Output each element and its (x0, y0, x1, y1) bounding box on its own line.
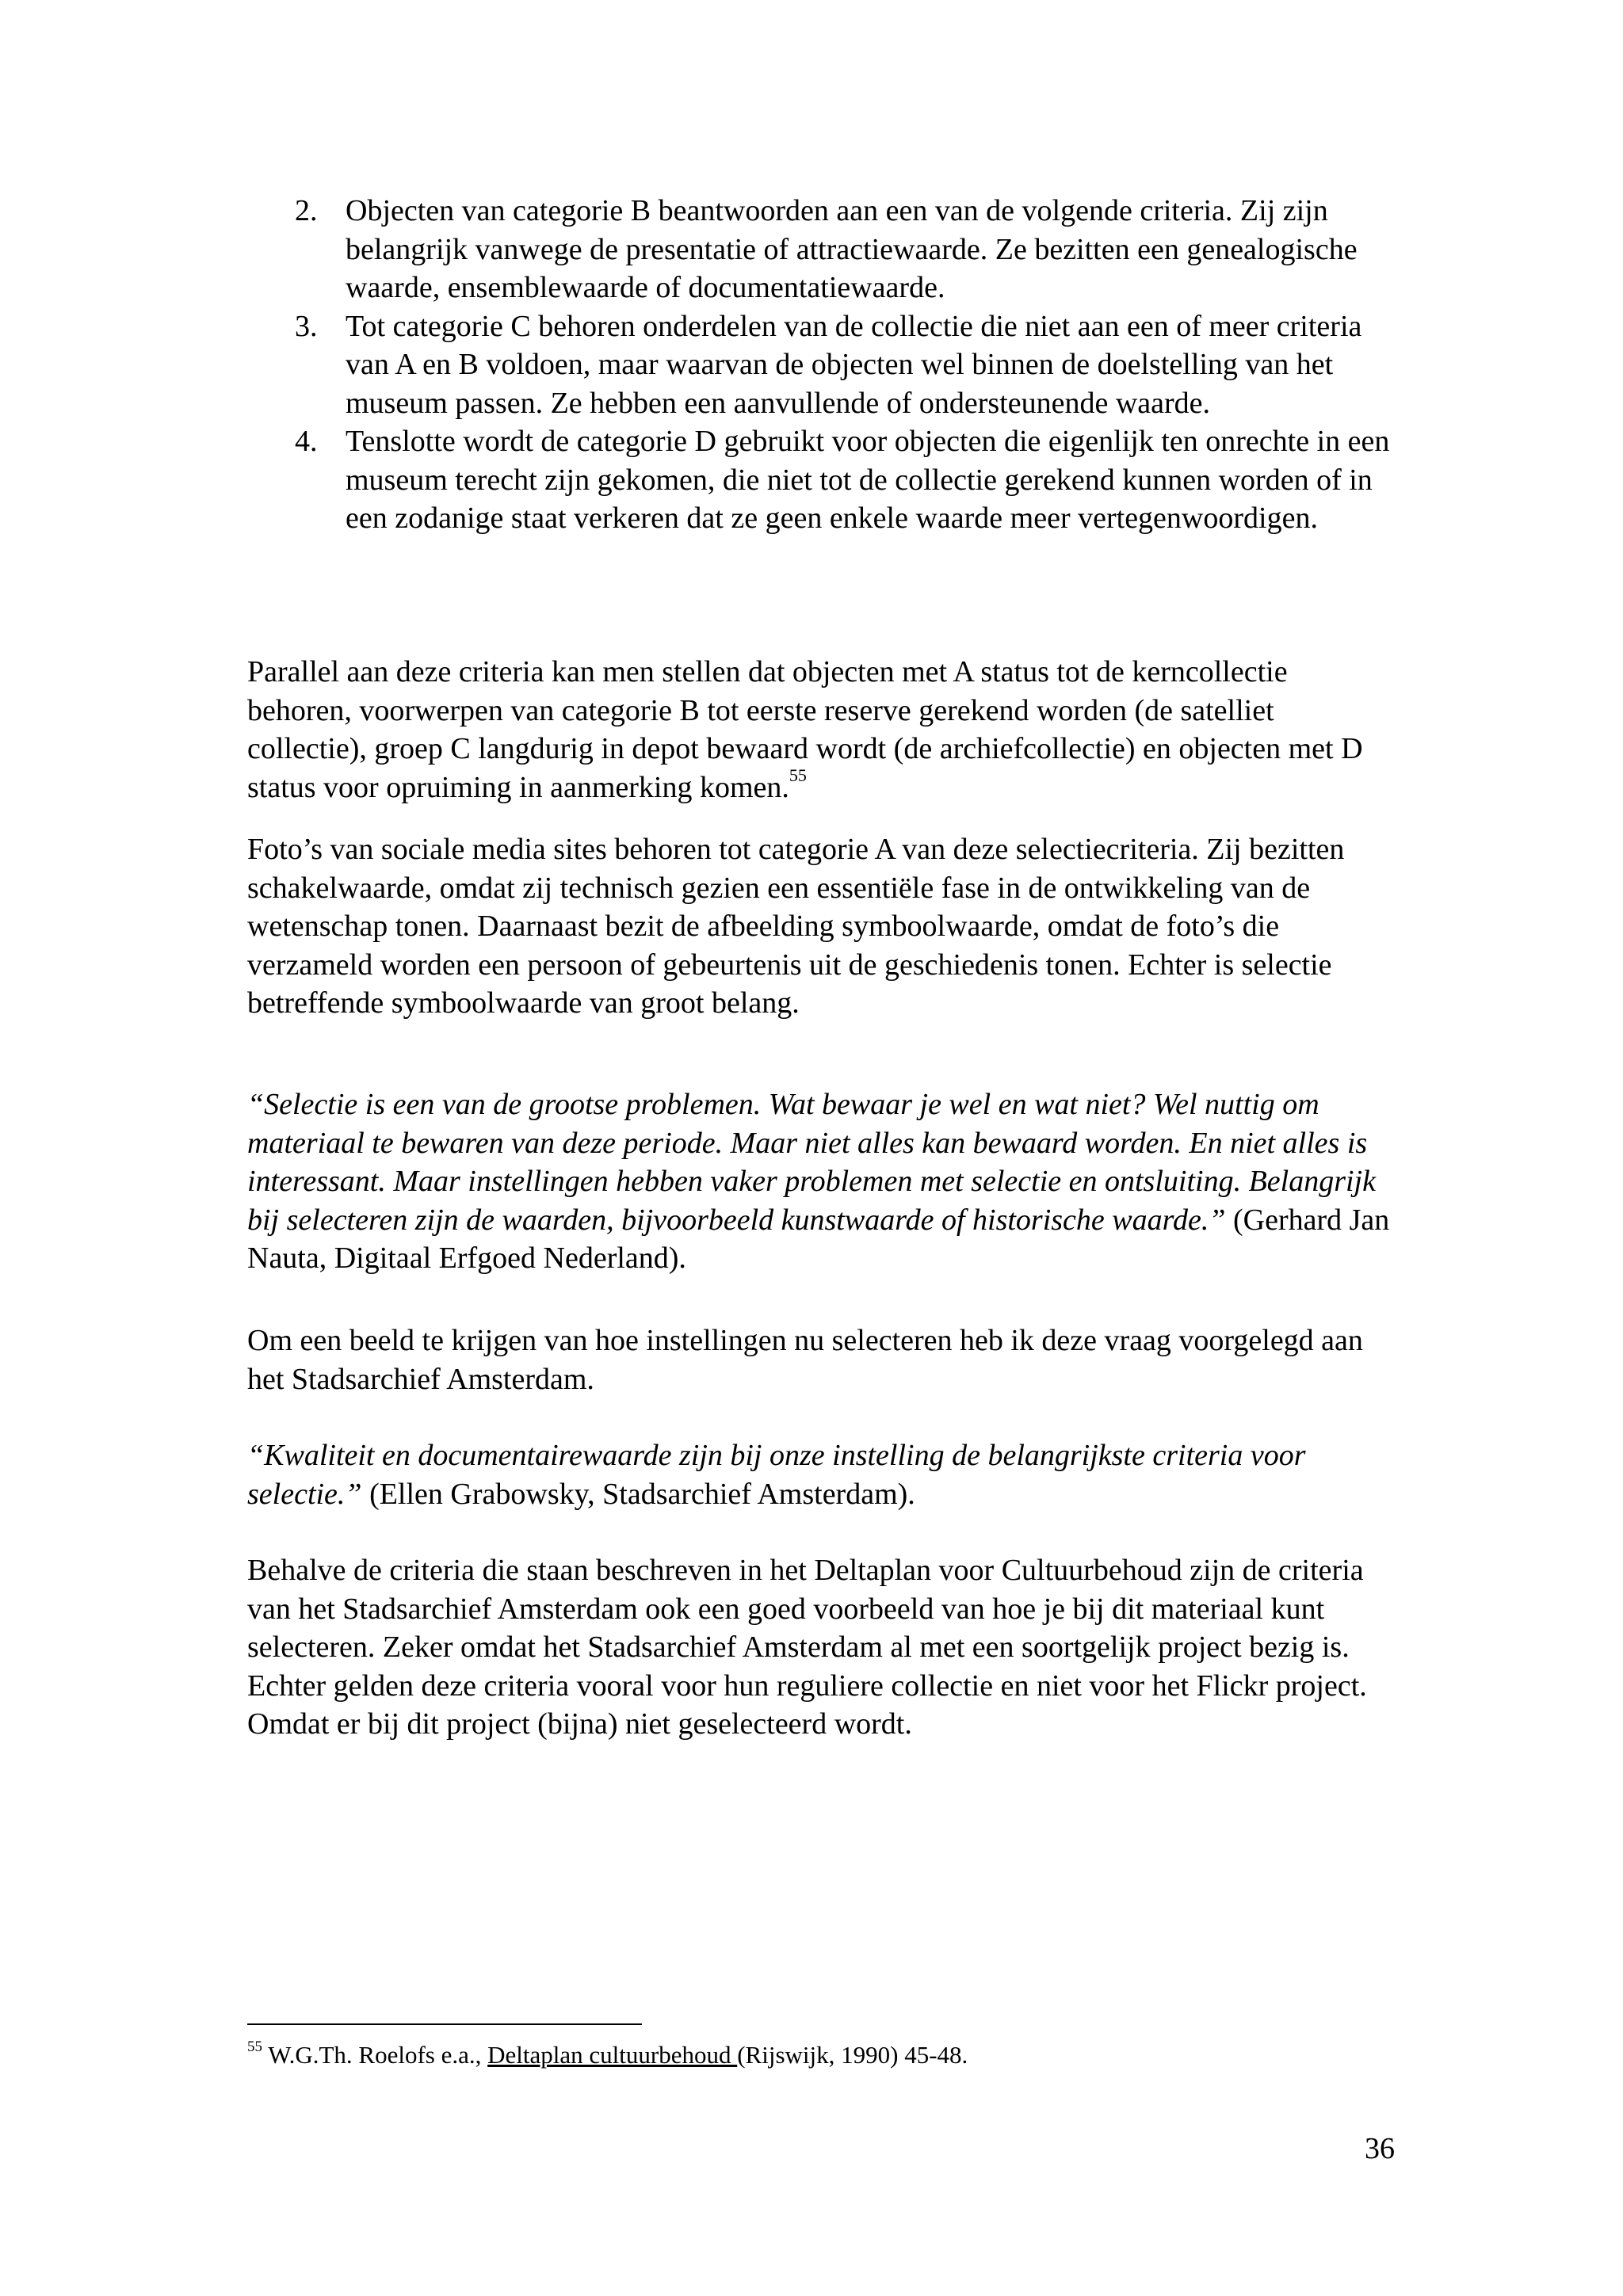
paragraph-text: Foto’s van sociale media sites behoren tot categorie A van deze selectiecriteria. Zij bezitten schakelwaarde, omdat zij technisch gezien een essentiële fase in de ontwikkeling van de wetenschap tonen. Daarnaast bezit de afbeelding symboolwaarde, omdat de foto’s die verzameld worden een persoon of gebeurtenis uit de geschiedenis tonen. Echter is selectie betreffende symboolwaarde van groot belang. (247, 833, 1345, 1020)
paragraph-deltaplan-criteria (247, 1551, 1396, 1744)
quote-nauta (247, 1085, 1396, 1278)
paragraph-parallel-criteria (247, 653, 1396, 807)
footnote-separator (247, 2023, 642, 2025)
criteria-list (247, 192, 1396, 538)
quote-attribution: (Ellen Grabowsky, Stadsarchief Amsterdam). (361, 1477, 915, 1511)
paragraph-text: Behalve de criteria die staan beschreven in het Deltaplan voor Cultuurbehoud zijn de criteria van het Stadsarchief Amsterdam ook een goed voorbeeld van hoe je bij dit materiaal kunt selecteren. Zeker omdat het Stadsarchief Amsterdam al met een soortgelijk project bezig is. Echter gelden deze criteria vooral voor hun reguliere collectie en niet voor het Flickr project. Omdat er bij dit project (bijna) niet geselecteerd wordt. (247, 1554, 1367, 1741)
list-item-text: Tot categorie C behoren onderdelen van de collectie die niet aan een of meer criteria van A en B voldoen, maar waarvan de objecten wel binnen de doelstelling van het museum passen. Ze hebben een aanvullende of ondersteunende waarde. (346, 309, 1362, 420)
list-item (247, 192, 1396, 307)
page-number: 36 (1365, 2132, 1395, 2165)
list-item-number: 2. (295, 194, 318, 227)
list-item (247, 422, 1396, 538)
quote-text: “Kwaliteit en documentairewaarde zijn bij onze instelling de belangrijkste criteria voor selectie.” (247, 1439, 1306, 1511)
list-item-number: 4. (295, 425, 318, 458)
paragraph-stadsarchief-question (247, 1322, 1396, 1398)
quote-text: “Selectie is een van de grootse problemen. Wat bewaar je wel en wat niet? Wel nuttig om materiaal te bewaren van deze periode. Maar niet alles kan bewaard worden. En niet alles is interessant. Maar instellingen hebben vaker problemen met selectie en ontsluiting. Belangrijk bij selecteren zijn de waarden, bijvoorbeeld kunstwaarde of historische waarde.” (247, 1088, 1376, 1237)
footnote-number: 55 (247, 2038, 262, 2055)
paragraph-text: Om een beeld te krijgen van hoe instellingen nu selecteren heb ik deze vraag voorgelegd aan het Stadsarchief Amsterdam. (247, 1324, 1363, 1396)
list-item (247, 307, 1396, 423)
quote-attribution: (Gerhard Jan Nauta, Digitaal Erfgoed Nederland). (247, 1203, 1390, 1275)
paragraph-text: Parallel aan deze criteria kan men stellen dat objecten met A status tot de kerncollectie behoren, voorwerpen van categorie B tot eerste reserve gerekend worden (de satelliet collectie), groep C langdurig in depot bewaard wordt (de archiefcollectie) en objecten met D status voor opruiming in aanmerking komen. (247, 655, 1363, 804)
footnote-text-after: (Rijswijk, 1990) 45-48. (737, 2041, 968, 2069)
footnote (247, 2039, 1396, 2071)
list-item-text: Objecten van categorie B beantwoorden aan een van de volgende criteria. Zij zijn belangrijk vanwege de presentatie of attractiewaarde. Ze bezitten een genealogische waarde, ensemblewaarde of documentatiewaarde. (346, 194, 1358, 304)
footnote-source-title: Deltaplan cultuurbehoud (487, 2041, 738, 2069)
list-item-text: Tenslotte wordt de categorie D gebruikt voor objecten die eigenlijk ten onrechte in een museum terecht zijn gekomen, die niet tot de collectie gerekend kunnen worden of in een zodanige staat verkeren dat ze geen enkele waarde meer vertegenwoordigen. (346, 425, 1390, 535)
paragraph-social-media-photos (247, 830, 1396, 1023)
list-item-number: 3. (295, 309, 318, 343)
footnote-reference: 55 (789, 765, 807, 785)
footnote-text-before: W.G.Th. Roelofs e.a., (262, 2041, 488, 2069)
quote-grabowsky (247, 1436, 1396, 1513)
